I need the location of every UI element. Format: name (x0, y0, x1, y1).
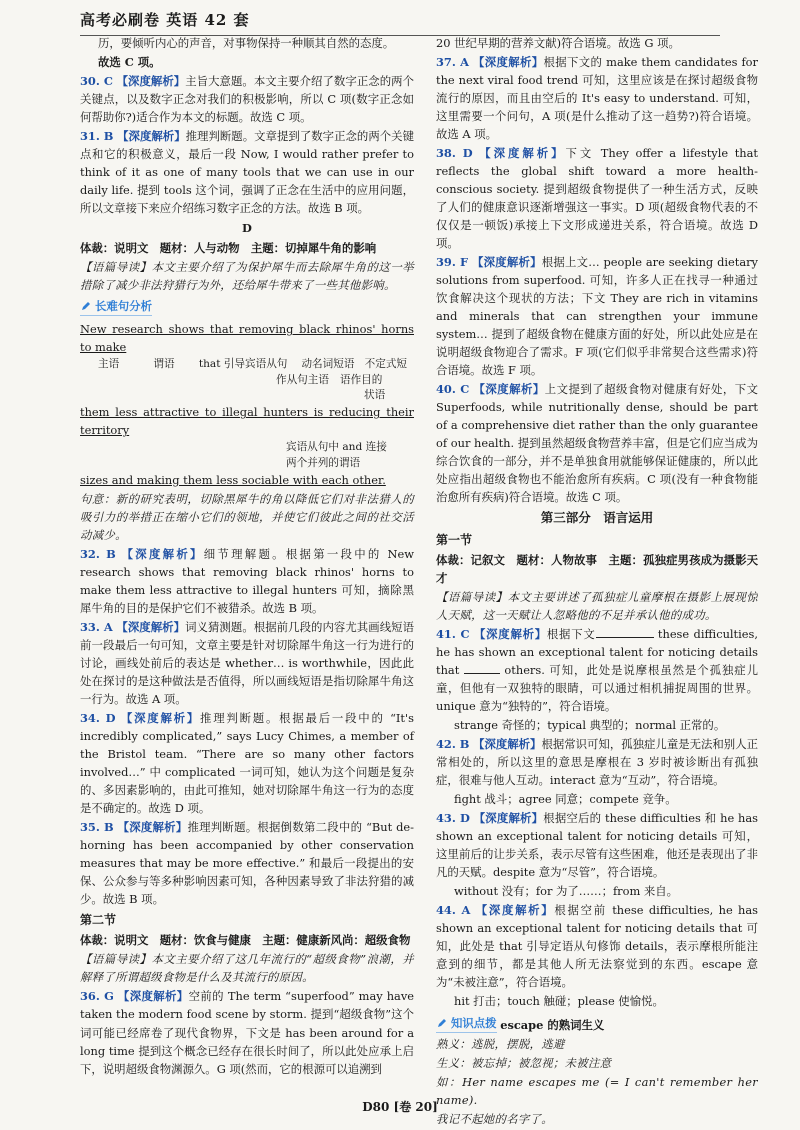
blank-line (596, 627, 654, 638)
answer-32: 32. B 【深度解析】细节理解题。根据第一段中的 New research shows that removing black rhinos' horns to make them less attractive to illegal hunters 可知，摘除黑犀牛角的目的是保护它们不被猎杀。故选 B 项。 (80, 547, 414, 616)
long-sentence-badge: 长难句分析 (80, 297, 152, 316)
page-number: D80 [卷 20] (362, 1100, 438, 1114)
knowledge-line-1: 熟义：逃脱，摆脱，逃避 (436, 1036, 565, 1051)
pencil-icon (80, 300, 92, 312)
left-column (80, 34, 414, 1079)
passage-d-title: D (242, 221, 252, 236)
answer-44-options: hit 打击；touch 触碰；please 使愉悦。 (454, 994, 664, 1009)
answer-44: 44. A 【深度解析】根据空前 these difficulties, he has shown an exceptional talent for noticing details that 可知，此处是 that 引导定语从句修饰 details，表示摩根所能注意到的细节，都是其他人所无法察觉到的东西。escape 意为“未被注意”，符合语境。 (436, 903, 758, 990)
passage-guide: 【语篇导读】本文主要介绍了为保护犀牛而去除犀牛角的这一举措除了减少非法狩猎行为外，还给犀牛带来了一些其他影响。 (80, 260, 414, 293)
knowledge-line-3: 如：Her name escapes me (= I can't remember her name). (436, 1074, 758, 1107)
part-3-title: 第三部分 语言运用 (540, 510, 654, 526)
answer-38: 38. D 【深度解析】下文 They offer a lifestyle that reflects the global shift toward a more health-conscious society. 提到超级食物提供了一种生活方式，反映了人们的健康意识逐渐增强这一事实。D 项(超级食物代表的不仅仅是一顿饭)承接上下文形成递进关系，符合语境。故选 D 项。 (436, 146, 758, 251)
passage-meta-2: 体裁：说明文 题材：饮食与健康 主题：健康新风尚：超级食物 (80, 933, 411, 948)
answer-43-options: without 没有；for 为了……；from 来自。 (454, 884, 679, 899)
answer-36: 36. G 【深度解析】空前的 The term “superfood” may have taken the modern food scene by storm. 提到“超级食物”这个词可能已经席卷了现代食物界，下文是 has been around for a long time 提到这个概念已经存在很长时间了，所以此处应承上启下，说明超级食物渊源久。G 项(然而，它的根源可以追溯到 (80, 989, 415, 1076)
passage-meta: 体裁：说明文 题材：人与动物 主题：切掉犀牛角的影响 (80, 241, 377, 256)
parse-annotations-5: 两个并列的谓语 (286, 456, 361, 469)
section-2-title: 第二节 (80, 913, 117, 928)
answer-42: 42. B 【深度解析】根据常识可知，孤独症儿童是无法和别人正常相处的，所以这里的意思是摩根在 3 岁时被诊断出有孤独症，很难与他人互动。interact 意为“互动”，符合语境。 (436, 737, 758, 788)
answer-41-options: strange 奇怪的；typical 典型的；normal 正常的。 (454, 718, 726, 733)
blank-line (464, 663, 500, 674)
sentence-translation: 句意：新的研究表明，切除黑犀牛的角以降低它们对非法猎人的吸引力的举措正在缩小它们的领地，并使它们彼此之间的社交活动减少。 (80, 492, 414, 543)
para-cont-end: 故选 C 项。 (98, 55, 161, 70)
right-column (436, 34, 758, 1129)
knowledge-line-2: 生义：被忘掉；被忽视；未被注意 (436, 1055, 612, 1070)
parse-annotations-3: 状语 (364, 388, 386, 401)
parse-line-2: them less attractive to illegal hunters is reducing their territory (80, 405, 414, 438)
knowledge-title: escape 的熟词生义 (500, 1017, 605, 1032)
answer-36-cont: 20 世纪早期的营养文献)符合语境。故选 G 项。 (436, 36, 680, 50)
answer-33: 33. A 【深度解析】词义猜测题。根据前几段的内容尤其画线短语前一段最后一句可知，文章主要是针对切除犀牛角这一行为进行的讨论，画线处前后的表达是 whether… is worthwhile，因此此处在探讨的是这种做法是否值得，所以画线短语是指切除犀牛角这一行为。故选 A 项。 (80, 620, 414, 707)
header-title: 高考必刷卷 英语 42 套 (80, 11, 250, 29)
parse-line-1: New research shows that removing black rhinos' horns to make (80, 322, 414, 355)
answer-30: 30. C 【深度解析】主旨大意题。本文主要介绍了数字正念的两个关键点，以及数字正念对我们的积极影响，所以 C 项(数字正念如何帮助你?)适合作为本文的标题。故选 C 项。 (80, 74, 414, 125)
pencil-icon (436, 1017, 448, 1029)
passage-meta-3: 体裁：记叙文 题材：人物故事 主题：孤独症男孩成为摄影天才 (436, 553, 758, 586)
parse-annotations-1: 主语 谓语 that 引导宾语从句 动名词短语 不定式短 (98, 358, 408, 371)
answer-40: 40. C 【深度解析】上文提到了超级食物对健康有好处，下文 Superfoods, while nutritionally dense, should be part of a comprehensive diet rather than the only guarantee of our health. 提到虽然超级食物营养丰富，但是它们应当成为综合饮食的一部分，并不是单独食用就能够保证健康的，所以此处应指出超级食物也不能治愈所有疾病。C 项(没有一种食物能治愈所有疾病)符合语境。故选 C 项。 (436, 382, 758, 505)
answer-37: 37. A 【深度解析】根据下文的 make them candidates for the next viral food trend 可知，这里应该是在探讨超级食物流行的原因，而且由空后的 It's easy to understand. 可知，这里需要一个问句，A 项(是什么推动了这一趋势?)符合语境。故选 A 项。 (436, 55, 758, 142)
answer-41: 41. C 【深度解析】根据下文 these difficulties, he has shown an exceptional talent for noticing details that others. 可知，此处是说摩根虽然是个孤独症儿童，但他有一双独特的眼睛，可以通过相机捕捉周围的世界。unique 意为“独特的”，符合语境。 (436, 627, 758, 714)
answer-42-options: fight 战斗；agree 同意；compete 竞争。 (454, 792, 677, 807)
answer-43: 43. D 【深度解析】根据空后的 these difficulties 和 he has shown an exceptional talent for noticing details 可知，这里前后的让步关系，表示尽管有这些困难，他还是表现出了非凡的天赋。despite 意为“尽管”，符合语境。 (436, 811, 758, 880)
knowledge-line-4: 我记不起她的名字了。 (436, 1111, 553, 1126)
parse-line-3: sizes and making them less sociable with each other. (80, 473, 386, 488)
passage-guide-3: 【语篇导读】本文主要讲述了孤独症儿童摩根在摄影上展现惊人天赋，这一天赋让人忽略他的不足并承认他的成功。 (436, 590, 758, 623)
parse-annotations-2: 作从句主语 语作目的 (276, 373, 383, 386)
para-cont: 历，要倾听内心的声音，对事物保持一种顺其自然的态度。 (98, 36, 395, 50)
section-1-title: 第一节 (436, 533, 473, 548)
answer-34: 34. D 【深度解析】推理判断题。根据最后一段中的 “It's incredibly complicated,” says Lucy Chimes, a member of the Bristol team. “There are so many other factors involved…” 中 complicated 一词可知，她认为这个问题是复杂的、多因素影响的，由此可推知，她对切除犀牛角这一行为的态度是不确定的。故选 D 项。 (80, 711, 414, 816)
answer-35: 35. B 【深度解析】推理判断题。根据倒数第二段中的 “But de-horning has been accompanied by other conservation measures that may be more effective.” 和最后一段提出的安保、公众参与等多种影响因素可知，各种因素导致了非法狩猎的减少。故选 B 项。 (80, 820, 414, 907)
parse-annotations-4: 宾语从句中 and 连接 (286, 441, 387, 454)
knowledge-badge: 知识点拨 (436, 1014, 497, 1033)
passage-guide-2: 【语篇导读】本文主要介绍了这几年流行的“超级食物”浪潮，并解释了所谓超级食物是什么及其流行的原因。 (80, 952, 414, 985)
answer-39: 39. F 【深度解析】根据上文… people are seeking dietary solutions from superfood. 可知，许多人正在找寻一种通过饮食解决这个现状的方法；下文 They are rich in vitamins and minerals that can strengthen your immune system… 提到了超级食物在健康方面的好处，所以此处应是在说明超级食物迎合了需求。F 项(它们似乎非常契合这些需求)符合语境。故选 F 项。 (436, 255, 758, 378)
page-footer (0, 1098, 800, 1117)
page-header (80, 9, 720, 36)
answer-31: 31. B 【深度解析】推理判断题。文章提到了数字正念的两个关键点和它的积极意义，最后一段 Now, I would rather prefer to think of it as one of many tools that we can use in our daily life. 提到 tools 这个词，强调了正念在生活中的应用问题，所以文章接下来应介绍练习数字正念的方法。故选 B 项。 (80, 129, 414, 216)
